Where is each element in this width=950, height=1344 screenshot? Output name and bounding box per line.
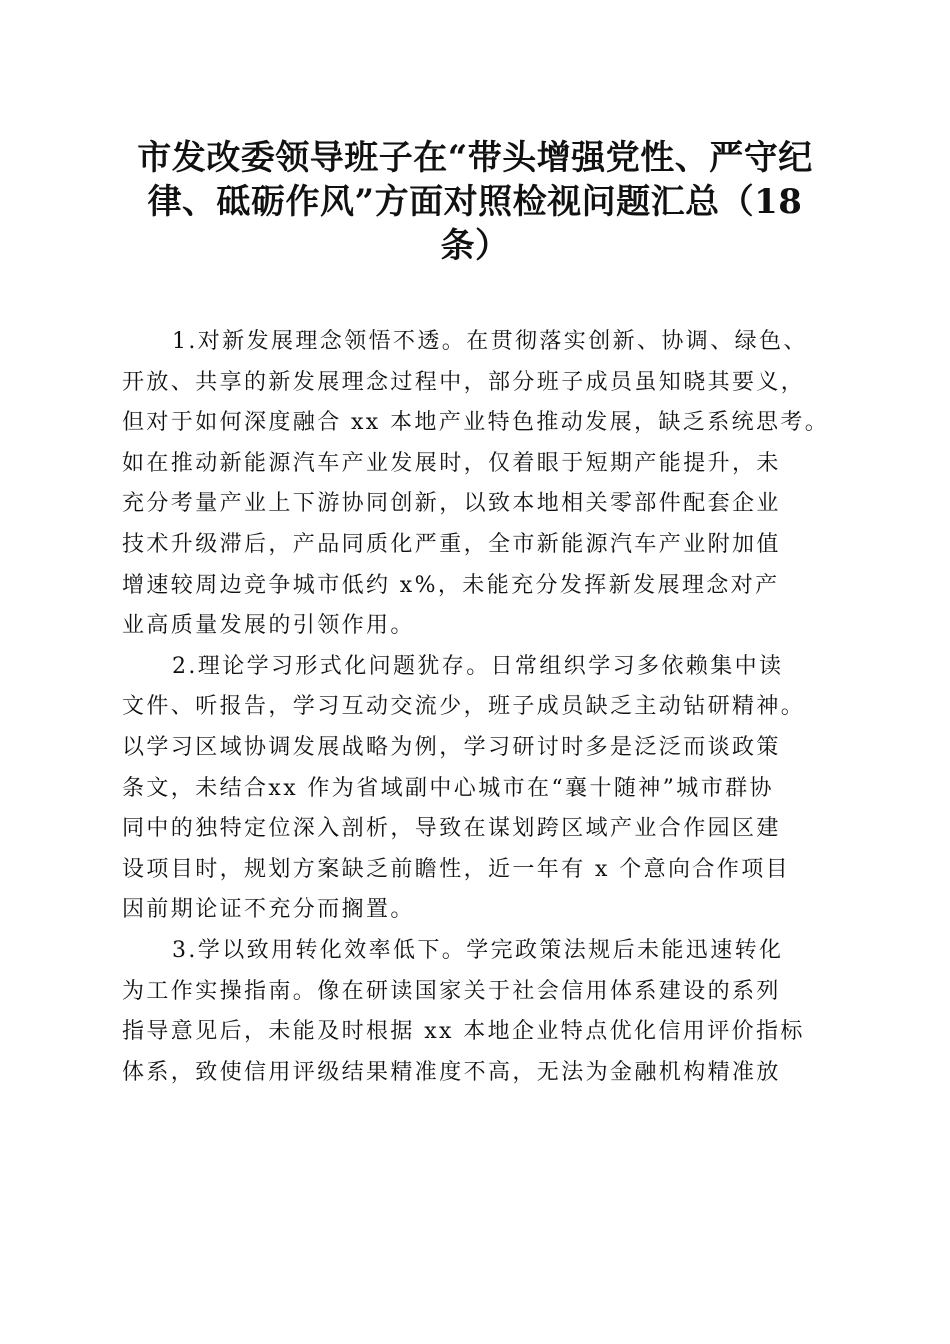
paragraph-line: 文件、听报告，学习互动交流少，班子成员缺乏主动钻研精神。 [122,694,806,720]
paragraph-line: 增速较周边竞争城市低约 x%，未能充分发挥新发展理念对产 [122,572,780,598]
document-body [122,322,834,1093]
paragraph-line: 指导意见后，未能及时根据 xx 本地企业特点优化信用评价指标 [122,1019,805,1045]
paragraph-line: 体系，致使信用评级结果精准度不高，无法为金融机构精准放 [122,1059,781,1085]
paragraph-3 [122,931,834,1093]
paragraph-line: 如在推动新能源汽车产业发展时，仅着眼于短期产能提升，未 [122,450,781,476]
paragraph-line: 业高质量发展的引领作用。 [122,613,415,639]
paragraph-line: 以学习区域协调发展战略为例，学习研讨时多是泛泛而谈政策 [122,734,781,760]
title-line-1: 市发改委领导班子在“带头增强党性、严守纪 [137,138,813,178]
paragraph-line: 1.对新发展理念领悟不透。在贯彻落实创新、协调、绿色、 [172,329,808,354]
paragraph-line: 但对于如何深度融合 xx 本地产业特色推动发展，缺乏系统思考。 [122,410,830,436]
paragraph-line: 3.学以致用转化效率低下。学完政策法规后未能迅速转化 [172,937,784,963]
title-line-3: 条） [440,226,510,266]
paragraph-line: 为工作实操指南。像在研读国家关于社会信用体系建设的系列 [122,978,781,1004]
paragraph-line: 条文，未结合xx 作为省域副中心城市在“襄十随神”城市群协 [122,775,774,801]
paragraph-line: 2.理论学习形式化问题犹存。日常组织学习多依赖集中读 [172,653,784,679]
paragraph-line: 充分考量产业上下游协同创新，以致本地相关零部件配套企业 [122,491,781,517]
paragraph-1 [122,322,834,647]
paragraph-2 [122,647,834,931]
paragraph-line: 因前期论证不充分而搁置。 [122,897,415,923]
paragraph-line: 同中的独特定位深入剖析，导致在谋划跨区域产业合作园区建 [122,816,781,842]
paragraph-line: 技术升级滞后，产品同质化严重，全市新能源汽车产业附加值 [122,531,781,557]
title-line-2: 律、砥砺作风”方面对照检视问题汇总（18 [147,182,803,222]
document-title [100,136,850,268]
paragraph-line: 设项目时，规划方案缺乏前瞻性，近一年有 x 个意向合作项目 [122,856,790,882]
paragraph-line: 开放、共享的新发展理念过程中，部分班子成员虽知晓其要义， [122,369,806,395]
